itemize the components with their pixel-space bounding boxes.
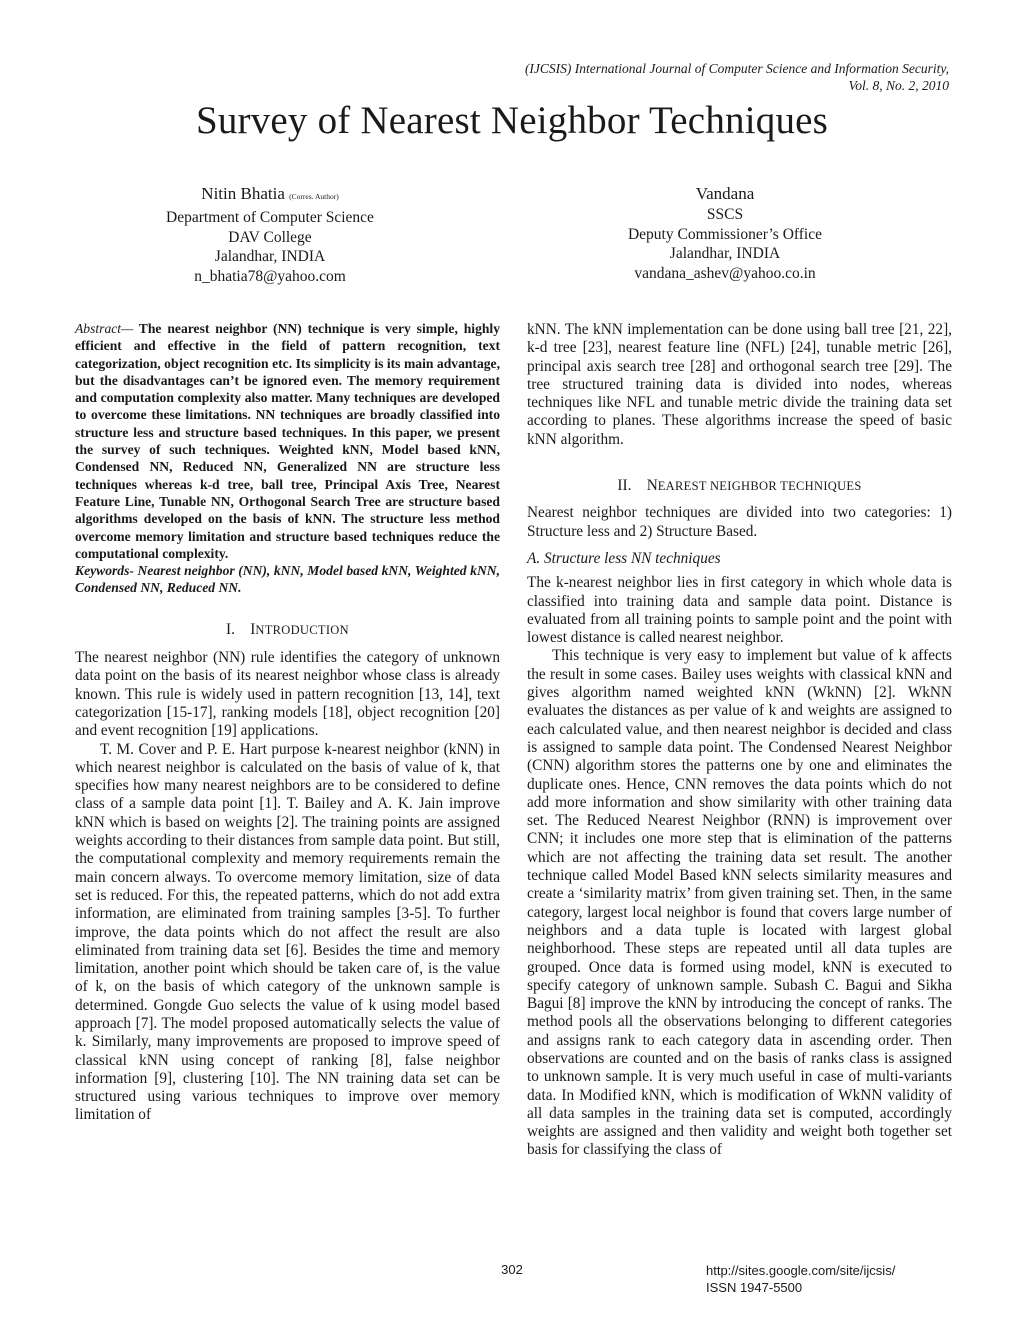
right-column: [527, 321, 952, 1160]
author-org: Deputy Commissioner’s Office: [627, 225, 822, 243]
section-title-rest: EAREST NEIGHBOR TECHNIQUES: [657, 479, 862, 494]
section-number: I.: [226, 620, 235, 638]
section-number: II.: [617, 477, 632, 495]
intro-paragraph-1: The nearest neighbor (NN) rule identifies the category of unknown data point on the basis of its nearest neighbor whose class is already known. This rule is widely used in pattern recognition [13, 14], text categorization [15-17], ranking models [18], object recognition [20] and event recognition [19] applications.: [75, 649, 500, 740]
author-dept: SSCS: [706, 206, 744, 223]
author-block-2: [560, 183, 890, 283]
intro-paragraph-3: kNN. The kNN implementation can be done using ball tree [21, 22], k-d tree [23], nearest feature line (NFL) [24], tunable metric [26], principal axis search tree [28] and orthogonal search tree [29]. The tree structured training data is divided into nodes, whereas techniques like NFL and tunable metric divide the training data set according to planes. These algorithms increase the speed of basic kNN algorithm.: [527, 321, 952, 448]
author-email: vandana_ashev@yahoo.co.in: [634, 264, 816, 282]
footer-info: [706, 1262, 895, 1296]
section-initial: N: [646, 477, 658, 495]
nn-paragraph-1: Nearest neighbor techniques are divided into two categories: 1) Structure less and 2) Structure Based.: [527, 504, 952, 540]
nn-paragraph-3: This technique is very easy to implement but value of k affects the result in some cases. Bailey uses weights with classical kNN and gives algorithm named weighted kNN (WkNN) [2]. WkNN evaluates the distances as per value of k and weights are assigned to each calculated value, and then nearest neighbor is decided and class is assigned to sample data point. The Condensed Nearest Neighbor (CNN) algorithm stores the patterns one by one and eliminates the duplicate ones. Hence, CNN removes the data points which do not add more information and show similarity with other training data set. The Reduced Nearest Neighbor (RNN) is improvement over CNN; it includes one more step that is elimination of the patterns which are not affecting the training data set result. The another technique called Model Based kNN selects similarity measures and create a ‘similarity matrix’ from given training set. Then, in the same category, largest local neighbor is found that covers large number of neighbors and a data tuple is located with largest global neighborhood. These steps are repeated until all data tuples are grouped. Once data is formed using model, kNN is executed to specify category of unknown sample. Subash C. Bagui and Sikha Bagui [8] improve the kNN by introducing the concept of ranks. The method pools all the observations belonging to different categories and assigns rank to each category data in ascending order. Then observations are counted and on the basis of ranks class is assigned to unknown sample. It is very much useful in case of multi-variants data. In Modified kNN, which is modification of WkNN validity of all data samples in the training data set is computed, accordingly weights are assigned and then validity and weight both together set basis for classifying the class of: [527, 647, 952, 1159]
journal-volume: Vol. 8, No. 2, 2010: [848, 78, 949, 93]
subsection-heading: A. Structure less NN techniques: [527, 549, 721, 567]
nn-paragraph-2: The k-nearest neighbor lies in first category in which whole data is classified into training data and sample data point. Distance is evaluated from all training points to sample point and the point with lowest distance is called nearest neighbor.: [527, 574, 952, 647]
author-org: DAV College: [228, 228, 312, 246]
journal-url: http://sites.google.com/site/ijcsis/: [706, 1263, 896, 1278]
abstract: [75, 320, 500, 562]
left-column: [75, 320, 500, 1125]
author-dept: Department of Computer Science: [166, 209, 374, 226]
author-name: Vandana: [695, 184, 755, 203]
author-note: (Corres. Author): [289, 192, 339, 201]
section-initial: I: [250, 620, 256, 638]
intro-paragraph-2: T. M. Cover and P. E. Hart purpose k-nearest neighbor (kNN) in which nearest neighbor is calculated on the basis of value of k, that specifies how many nearest neighbors are to be considered to define class of a sample data point [1]. T. Bailey and A. K. Jain improve kNN which is based on weights [2]. The training points are assigned weights according to their distances from sample data point. But still, the computational complexity and memory requirements remain the main concern always. To overcome memory limitation, size of data set is reduced. For this, the repeated patterns, which do not add extra information, are eliminated from training samples [3-5]. To further improve, the data points which do not affect the result are also eliminated from training data set [6]. Besides the time and memory limitation, another point which should be taken care of, is the value of k, on the basis of which category of the unknown sample is determined. Gongde Guo selects the value of k using model based approach [7]. The model proposed automatically selects the value of k. Similarly, many improvements are proposed to improve speed of classical kNN using concept of ranking [8], false neighbor information [9], clustering [10]. The NN training data set can be structured using various techniques to improve over memory limitation of: [75, 740, 500, 1124]
abstract-text: The nearest neighbor (NN) technique is very simple, highly efficient and effective in the field of pattern recognition, text categorization, object recognition etc. Its simplicity is its main advantage, but the disadvantages can’t be ignored even. The memory requirement and computation complexity also matter. Many techniques are developed to overcome these limitations. NN techniques are broadly classified into structure less and structure based techniques. In this paper, we present the survey of such techniques. Weighted kNN, Model based kNN, Condensed NN, Reduced NN, Generalized NN are structure less techniques whereas k-d tree, ball tree, Principal Axis Tree, Nearest Feature Line, Tunable NN, Orthogonal Search Tree are structure based algorithms developed on the basis of kNN. The structure less method overcome memory limitation and structure based techniques reduce the computational complexity.: [75, 321, 500, 561]
author-city: Jalandhar, INDIA: [214, 248, 326, 265]
paper-title: Survey of Nearest Neighbor Techniques: [195, 99, 829, 142]
keywords: Keywords- Nearest neighbor (NN), kNN, Model based kNN, Weighted kNN, Condensed NN, Reduced NN.: [75, 563, 500, 596]
journal-name: (IJCSIS) International Journal of Computer Science and Information Security,: [524, 61, 949, 76]
section-heading-nn-techniques: [527, 477, 952, 495]
author-email: n_bhatia78@yahoo.com: [194, 267, 346, 285]
page-number: 302: [501, 1262, 523, 1277]
author-city: Jalandhar, INDIA: [669, 245, 781, 262]
section-heading-introduction: [75, 621, 500, 639]
author-name: Nitin Bhatia: [201, 184, 285, 203]
issn: ISSN 1947-5500: [706, 1280, 803, 1295]
journal-header: [429, 60, 949, 94]
section-title-rest: NTRODUCTION: [255, 622, 349, 637]
author-block-1: [105, 183, 435, 286]
abstract-label: Abstract—: [75, 321, 134, 336]
author-name-line: [105, 183, 435, 208]
